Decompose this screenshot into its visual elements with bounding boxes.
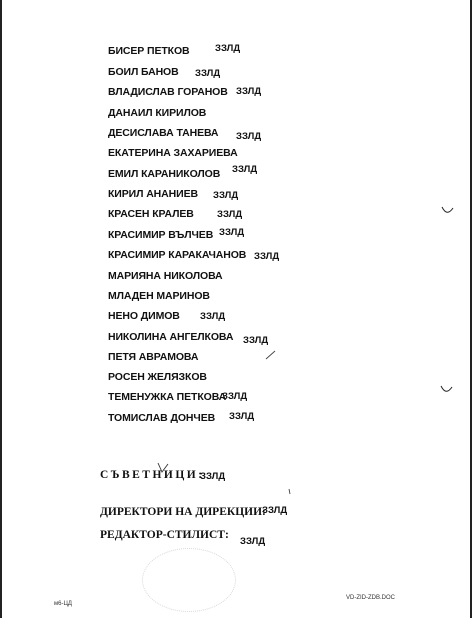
member-name-17: РОСЕН ЖЕЛЯЗКОВ [108,371,207,383]
member-name-10: КРАСИМИР ВЪЛЧЕВ [108,229,214,241]
member-tag-19: ЗЗЛД [229,411,255,422]
member-tag-2: ЗЗЛД [195,68,221,79]
member-tag-8: ЗЗЛД [213,190,239,201]
member-name-8: КИРИЛ АНАНИЕВ [108,188,198,200]
member-name-7: ЕМИЛ КАРАНИКОЛОВ [108,168,221,180]
member-name-12: МАРИЯНА НИКОЛОВА [108,270,223,282]
footer-right-code: VD-ZID-ZDB.DOC [346,595,395,601]
member-name-11: КРАСИМИР КАРАКАЧАНОВ [108,249,247,261]
member-name-16: ПЕТЯ АВРАМОВА [108,351,199,363]
member-tag-14: ЗЗЛД [200,311,226,322]
member-tag-10: ЗЗЛД [219,227,245,238]
footer-left-code: м6-ЦД [54,601,72,607]
directors-heading: ДИРЕКТОРИ НА ДИРЕКЦИИ: [100,506,266,518]
margin-mark-right-2 [439,383,455,397]
member-name-14: НЕНО ДИМОВ [108,310,180,322]
advisors-heading: СЪВЕТНИЦИ: [100,469,205,481]
member-name-15: НИКОЛИНА АНГЕЛКОВА [108,331,234,343]
member-tag-18: ЗЗЛД [222,391,248,402]
faint-stamp-mark [142,548,236,612]
member-tag-3: ЗЗЛД [236,86,262,97]
member-tag-9: ЗЗЛД [217,209,243,220]
pen-dot-mark [287,488,293,496]
member-tag-5: ЗЗЛД [236,131,262,142]
member-name-1: БИСЕР ПЕТКОВ [108,45,190,57]
member-name-13: МЛАДЕН МАРИНОВ [108,290,210,302]
member-tag-7: ЗЗЛД [232,164,258,175]
member-name-3: ВЛАДИСЛАВ ГОРАНОВ [108,86,228,98]
member-name-5: ДЕСИСЛАВА ТАНЕВА [108,127,219,139]
advisors-tag: ЗЗЛД [200,471,226,482]
member-name-4: ДАНАИЛ КИРИЛОВ [108,107,207,119]
pen-tick-mark [265,349,277,361]
editor-tag: ЗЗЛД [240,536,266,547]
editor-heading: РЕДАКТОР-СТИЛИСТ: [100,529,229,541]
member-name-19: ТОМИСЛАВ ДОНЧЕВ [108,412,216,424]
member-name-9: КРАСЕН КРАЛЕВ [108,208,194,220]
member-name-18: ТЕМЕНУЖКА ПЕТКОВА [108,391,227,403]
member-tag-15: ЗЗЛД [243,335,269,346]
directors-tag: ЗЗЛД [262,505,288,516]
member-tag-1: ЗЗЛД [215,43,241,54]
member-tag-11: ЗЗЛД [254,251,280,262]
member-name-6: ЕКАТЕРИНА ЗАХАРИЕВА [108,147,238,159]
member-name-2: БОИЛ БАНОВ [108,66,179,78]
margin-mark-right-1 [440,204,456,218]
check-mark [156,461,170,475]
